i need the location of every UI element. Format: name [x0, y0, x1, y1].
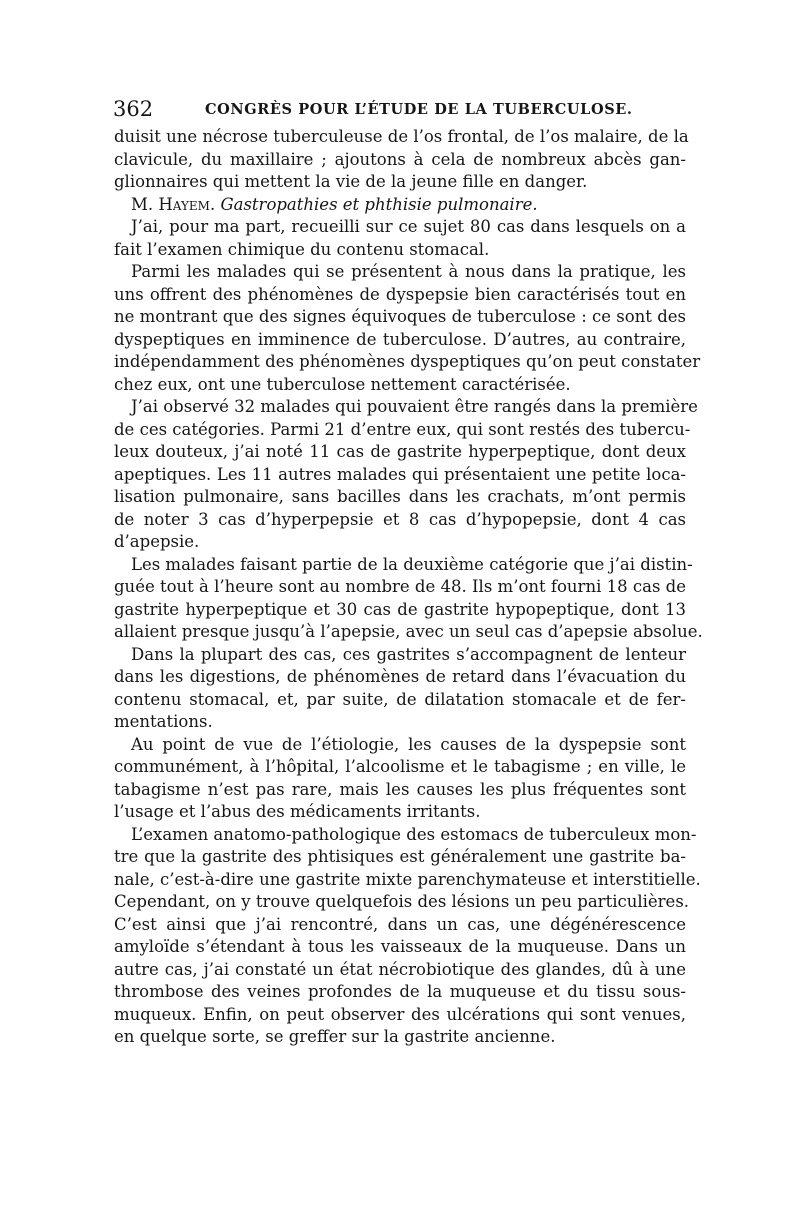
text-line: clavicule, du maxillaire ; ajoutons à cela de nombreux abcès gan-: [114, 149, 686, 169]
text-line: J’ai observé 32 malades qui pouvaient être rangés dans la première: [131, 397, 698, 416]
text-line: dans les digestions, de phénomènes de retard dans l’évacuation du: [114, 667, 686, 686]
text-line: dyspeptiques en imminence de tuberculose. D’autres, au contraire,: [114, 329, 686, 349]
page-number: 362: [113, 97, 154, 121]
author-name: Hayem: [158, 194, 210, 214]
text-line: C’est ainsi que j’ai rencontré, dans un cas, une dégénérescence: [114, 914, 686, 934]
text-line: indépendamment des phénomènes dyspeptiques qu’on peut constater: [114, 352, 701, 371]
text-line: mentations.: [114, 712, 213, 731]
text-line: Parmi les malades qui se présentent à nous dans la pratique, les: [131, 262, 686, 281]
text-line: fait l’examen chimique du contenu stomacal.: [114, 239, 490, 259]
text-line: gastrite hyperpeptique et 30 cas de gastrite hypopeptique, dont 13: [114, 599, 686, 619]
author-prefix: M.: [131, 194, 159, 214]
text-line: J’ai, pour ma part, recueilli sur ce sujet 80 cas dans lesquels on a: [131, 217, 686, 236]
text-line: thrombose des veines profondes de la muqueuse et du tissu sous-: [114, 982, 686, 1001]
section-heading-line: [114, 194, 686, 217]
text-line: duisit une nécrose tuberculeuse de l’os frontal, de l’os malaire, de la: [114, 127, 689, 146]
text-line: allaient presque jusqu’à l’apepsie, avec un seul cas d’apepsie absolue.: [114, 622, 703, 641]
text-line: d’apepsie.: [114, 532, 200, 551]
text-line: l’usage et l’abus des médicaments irritants.: [114, 802, 481, 821]
text-line: de ces catégories. Parmi 21 d’entre eux, qui sont restés des tubercu-: [114, 419, 691, 439]
text-line: glionnaires qui mettent la vie de la jeune fille en danger.: [114, 172, 588, 191]
text-line: apeptiques. Les 11 autres malades qui présentaient une petite loca-: [114, 464, 686, 484]
text-line: lisation pulmonaire, sans bacilles dans les crachats, m’ont permis: [114, 487, 686, 506]
author-separator: .: [209, 194, 221, 214]
text-line: nale, c’est-à-dire une gastrite mixte parenchymateuse et interstitielle.: [114, 869, 701, 889]
text-line: autre cas, j’ai constaté un état nécrobiotique des glandes, dû à une: [114, 959, 686, 979]
text-line: en quelque sorte, se greffer sur la gastrite ancienne.: [114, 1027, 556, 1046]
text-line: L’examen anatomo-pathologique des estomacs de tuberculeux mon-: [131, 824, 697, 844]
text-line: tre que la gastrite des phtisiques est généralement une gastrite ba-: [114, 847, 686, 866]
text-line: muqueux. Enfin, on peut observer des ulcérations qui sont venues,: [114, 1004, 686, 1024]
text-line: Les malades faisant partie de la deuxième catégorie que j’ai distin-: [131, 554, 693, 574]
text-line: amyloïde s’étendant à tous les vaisseaux de la muqueuse. Dans un: [114, 937, 686, 956]
text-line: uns offrent des phénomènes de dyspepsie bien caractérisés tout en: [114, 284, 686, 304]
text-line: guée tout à l’heure sont au nombre de 48. Ils m’ont fourni 18 cas de: [114, 577, 686, 596]
running-title: CONGRÈS POUR L’ÉTUDE DE LA TUBERCULOSE.: [205, 101, 633, 118]
text-line: de noter 3 cas d’hyperpepsie et 8 cas d’hypopepsie, dont 4 cas: [114, 509, 686, 529]
page-header: [113, 96, 713, 122]
body-text: [114, 126, 703, 1049]
text-line: Au point de vue de l’étiologie, les causes de la dyspepsie sont: [131, 734, 686, 754]
text-line: contenu stomacal, et, par suite, de dilatation stomacale et de fer-: [114, 689, 686, 709]
text-line: ne montrant que des signes équivoques de tuberculose : ce sont des: [114, 307, 686, 326]
text-line: Cependant, on y trouve quelquefois des lésions un peu particulières.: [114, 892, 690, 911]
text-line: Dans la plupart des cas, ces gastrites s’accompagnent de lenteur: [131, 644, 686, 664]
text-line: chez eux, ont une tuberculose nettement caractérisée.: [114, 374, 571, 394]
section-title: Gastropathies et phthisie pulmonaire.: [220, 194, 538, 214]
text-line: leux douteux, j’ai noté 11 cas de gastrite hyperpeptique, dont deux: [114, 442, 686, 461]
text-line: tabagisme n’est pas rare, mais les causes les plus fréquentes sont: [114, 779, 686, 799]
text-line: communément, à l’hôpital, l’alcoolisme et le tabagisme ; en ville, le: [114, 757, 686, 776]
